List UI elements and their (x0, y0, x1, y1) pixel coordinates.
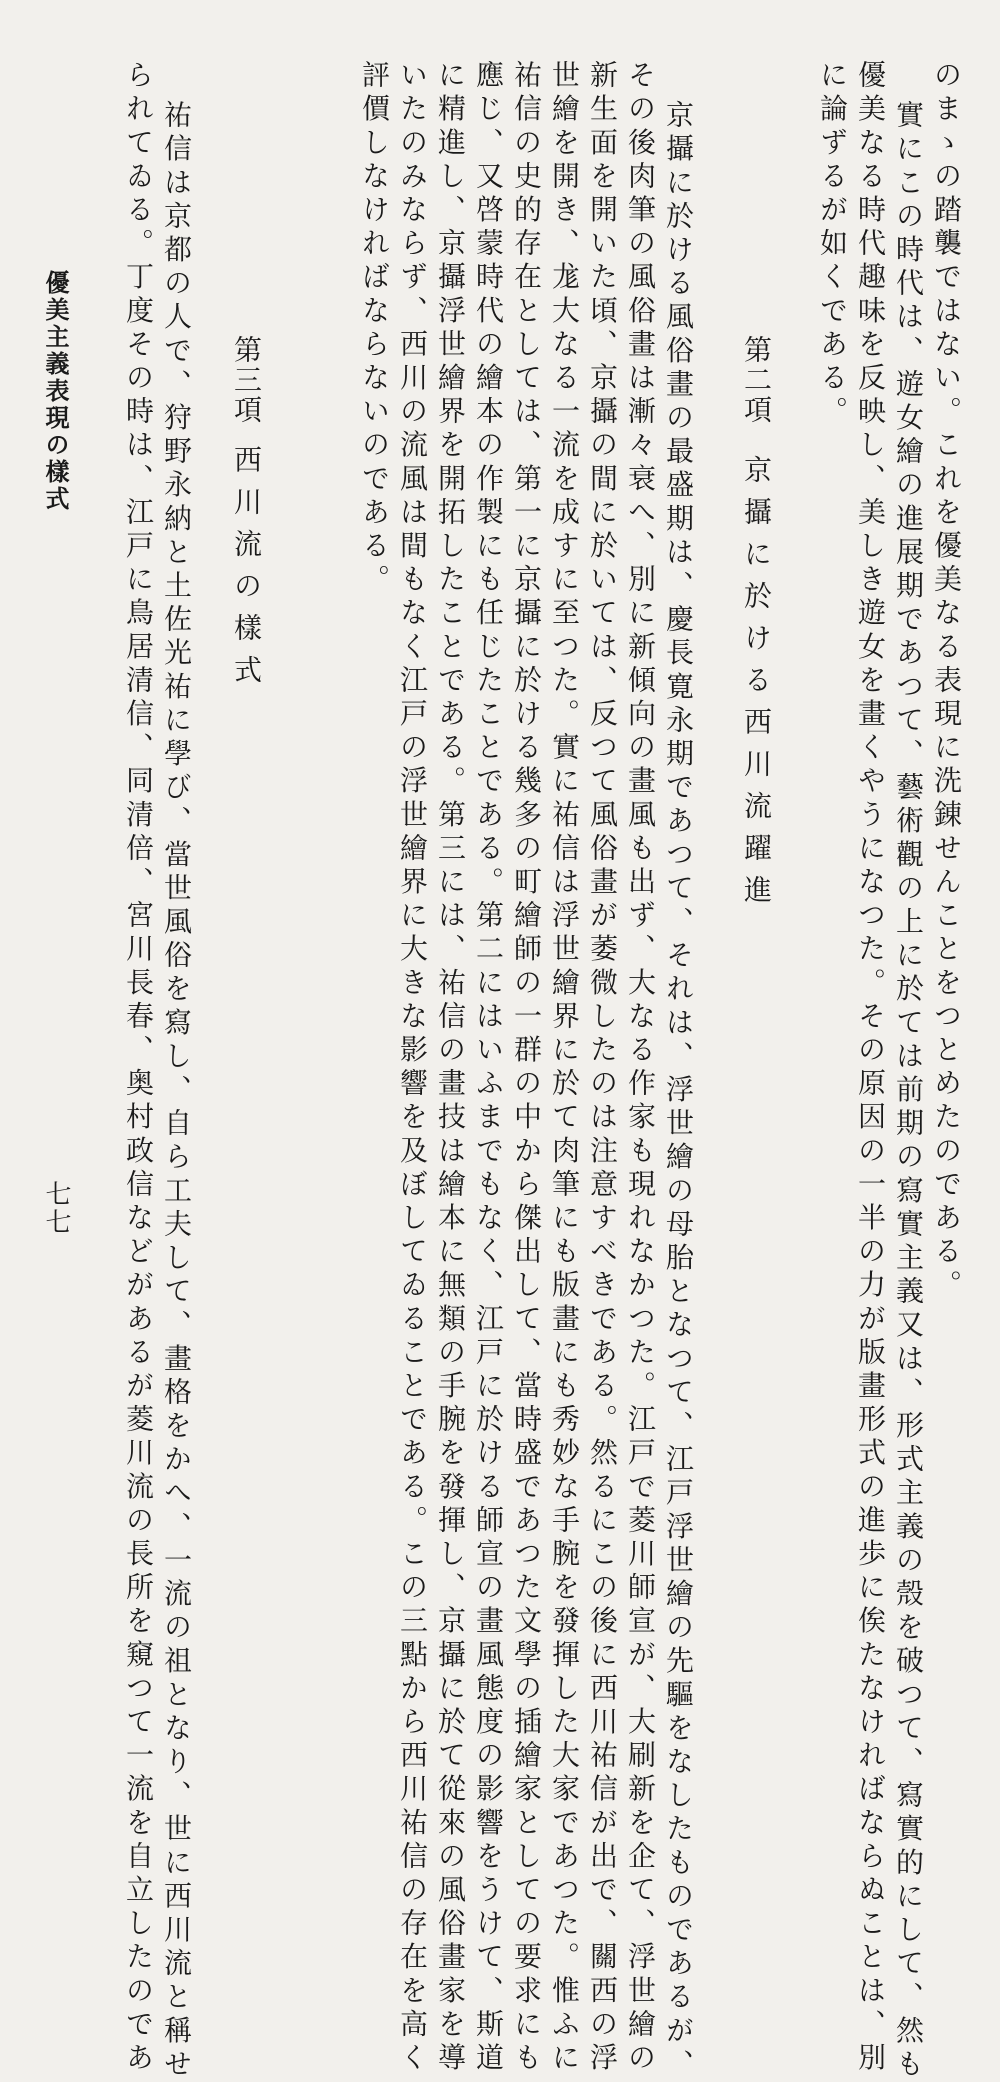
text-column: 應じ、又啓蒙時代の繪本の作製にも任じたことである。第二にはいふまでもなく、江戸に於ける師宣の畫風態度の影響をうけて、斯道 (472, 60, 505, 2076)
text-column: その後肉筆の風俗畫は漸々衰へ、別に新傾向の畫風も出ず、大なる作家も現れなかつた。江戸で菱川師宣が、大刷新を企て、浮世繪の (624, 60, 657, 2076)
text-column: に論ずるが如くである。 (816, 60, 849, 430)
text-column: られてゐる。丁度その時は、江戸に鳥居清信、同清倍、宮川長春、奥村政信などがあるが菱川流の長所を窺つて一流を自立したのであ (122, 60, 155, 2076)
section-heading-label: 第二項 (740, 335, 773, 425)
text-column: 新生面を開いた頃、京攝の間に於いては、反つて風俗畫が萎微したのは注意すべきである。然るにこの後に西川祐信が出で、關西の浮 (586, 60, 619, 2076)
text-column: 祐信は京都の人で、狩野永納と土佐光祐に學び、當世風俗を寫し、自ら工夫して、畫格をかへ、一流の祖となり、世に西川流と稱せ (160, 100, 193, 2082)
text-column: 京攝に於ける風俗畫の最盛期は、慶長寛永期であつて、それは、浮世繪の母胎となつて、江戸浮世繪の先驅をなしたものであるが、 (662, 100, 695, 2082)
text-column: のまゝの踏襲ではない。これを優美なる表現に洗錬せんことをつとめたのである。 (930, 60, 963, 1304)
running-head: 優美主義表現の樣式 (41, 270, 70, 513)
text-column: 實にこの時代は、遊女繪の進展期であつて、藝術觀の上に於ては前期の寫實主義又は、形式主義の殼を破つて、寫實的にして、然も (892, 100, 925, 2082)
text-column: 優美なる時代趣味を反映し、美しき遊女を畫くやうになつた。その原因の一半の力が版畫形式の進歩に俟たなければならぬことは、別 (854, 60, 887, 2076)
text-column: 祐信の史的存在としては、第一に京攝に於ける幾多の町繪師の一群の中から傑出して、當時盛であつた文學の插繪家としての要求にも (510, 60, 543, 2076)
page-number: 七七 (41, 1180, 71, 1236)
section-heading-title: 京攝に於ける西川流躍進 (740, 455, 773, 917)
text-column: いたのみならず、西川の流風は間もなく江戸の浮世繪界に大きな影響を及ぼしてゐることである。この三點から西川祐信の存在を高く (396, 60, 429, 2076)
text-column: 評價しなければならないのである。 (358, 60, 391, 598)
text-column: 世繪を開き、尨大なる一流を成すに至つた。實に祐信は浮世繪界に於て肉筆にも版畫にも秀妙な手腕を發揮した大家であつた。惟ふに (548, 60, 581, 2076)
text-column: に精進し、京攝浮世繪界を開拓したことである。第三には、祐信の畫技は繪本に無類の手腕を發揮し、京攝に於て從來の風俗畫家を導 (434, 60, 467, 2076)
section-heading-title: 西川流の樣式 (230, 445, 263, 697)
section-heading-label: 第三項 (230, 335, 263, 425)
